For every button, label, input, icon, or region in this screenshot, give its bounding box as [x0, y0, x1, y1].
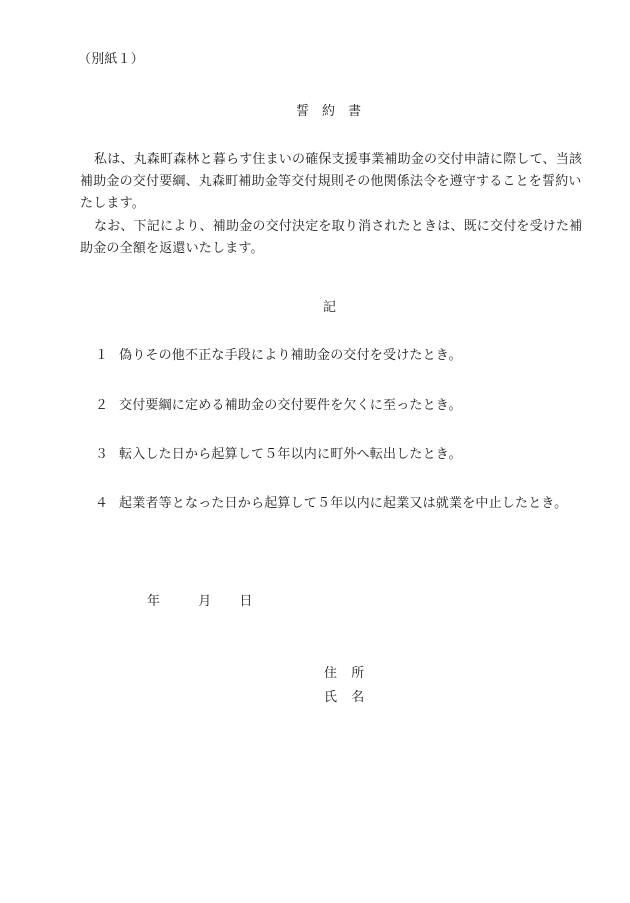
list-item [95, 494, 567, 514]
list-item-number: ２ [95, 398, 109, 413]
list-item-text: 偽りその他不正な手段により補助金の交付を受けたとき。 [119, 348, 462, 363]
name-label-char: 名 [351, 690, 365, 705]
ki-heading: 記 [323, 300, 337, 315]
list-item-number: ３ [95, 447, 109, 462]
date-line [147, 592, 253, 612]
document-title [296, 102, 361, 122]
pledge-paragraph-line: たします。 [80, 196, 145, 211]
refund-paragraph-line: 助金の全額を返還いたします。 [80, 241, 264, 256]
refund-paragraph-line: なお、下記により、補助金の交付決定を取り消されたときは、既に交付を受けた補 [94, 219, 583, 234]
pledge-paragraph-line: 補助金の交付要綱、丸森町補助金等交付規則その他関係法令を遵守することを誓約い [80, 174, 582, 189]
title-char: 誓 [296, 104, 310, 119]
name-label [324, 688, 364, 708]
list-item [95, 445, 462, 465]
address-label [324, 664, 364, 684]
list-item-number: １ [95, 348, 109, 363]
list-item [95, 396, 462, 416]
date-month-label: 月 [198, 594, 212, 609]
list-item-text: 起業者等となった日から起算して５年以内に起業又は就業を中止したとき。 [119, 496, 568, 511]
address-label-char: 所 [351, 666, 365, 681]
name-label-char: 氏 [324, 690, 338, 705]
title-char: 約 [322, 104, 336, 119]
title-char: 書 [348, 104, 362, 119]
date-day-label: 日 [239, 594, 253, 609]
pledge-paragraph-line: 私は、丸森町森林と暮らす住まいの確保支援事業補助金の交付申請に際して、当該 [94, 152, 583, 167]
list-item-text: 交付要綱に定める補助金の交付要件を欠くに至ったとき。 [119, 398, 462, 413]
address-label-char: 住 [324, 666, 338, 681]
list-item-text: 転入した日から起算して５年以内に町外へ転出したとき。 [119, 447, 462, 462]
list-item [95, 346, 462, 366]
date-year-label: 年 [147, 594, 161, 609]
list-item-number: ４ [95, 496, 109, 511]
annex-label: （別紙１） [78, 52, 145, 67]
